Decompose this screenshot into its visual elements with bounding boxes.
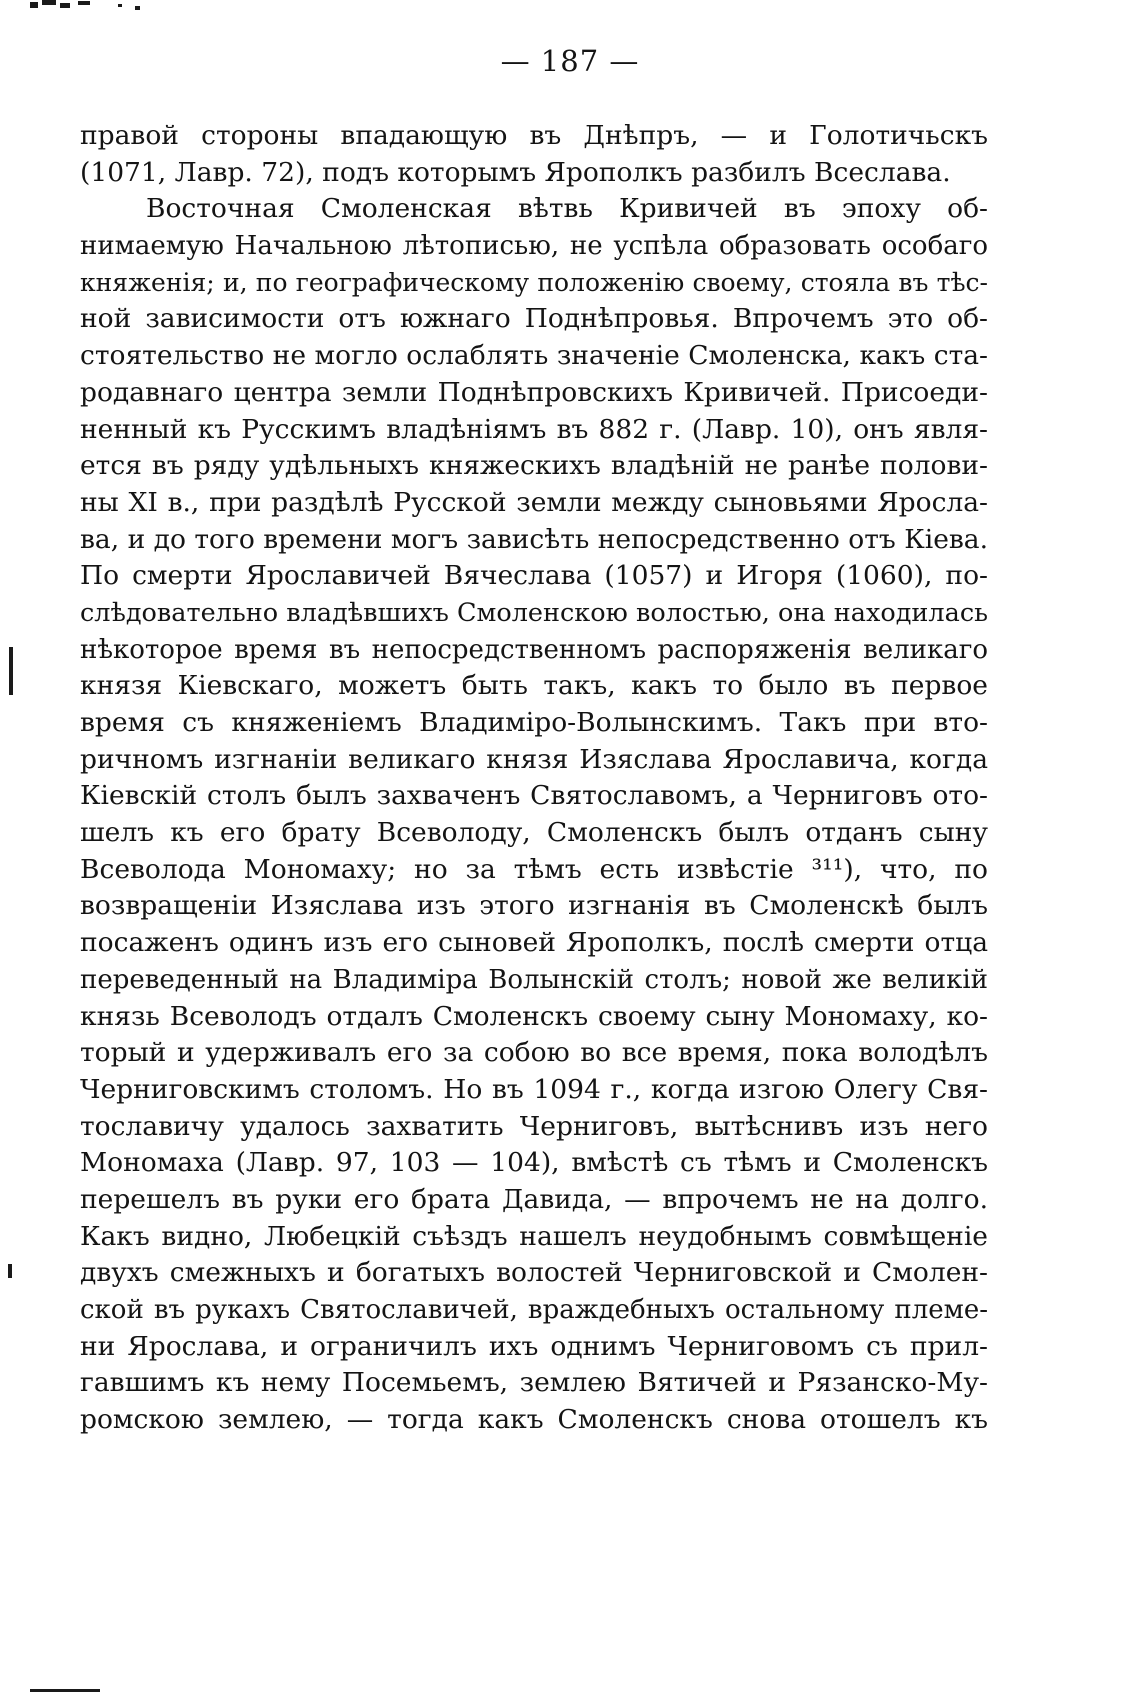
text-line: время съ княженіемъ Владиміро-Волынскимъ. Такъ при вто- — [80, 707, 988, 738]
text-line: ской въ рукахъ Святославичей, враждебныхъ остальному племе- — [80, 1295, 988, 1325]
text-line: гавшимъ къ нему Посемьемъ, землею Вятичей и Рязанско-Му- — [80, 1367, 988, 1399]
scan-artifact-top — [0, 0, 175, 16]
text-line: стоятельство не могло ослаблять значеніе Смоленска, какъ ста- — [80, 340, 988, 372]
text-line: тославичу удалось захватить Черниговъ, вытѣснивъ изъ него — [80, 1110, 988, 1142]
text-line: По смерти Ярославичей Вячеслава (1057) и Игоря (1060), по- — [80, 560, 988, 592]
text-line: ни Ярослава, и ограничилъ ихъ однимъ Черниговомъ съ прил- — [80, 1330, 988, 1362]
text-line: перешелъ въ руки его брата Давида, — впрочемъ не на долго. — [80, 1183, 988, 1215]
margin-mark-left-upper — [9, 647, 13, 695]
text-line: посаженъ одинъ изъ его сыновей Ярополкъ, послѣ смерти отца — [80, 927, 988, 959]
page-text — [80, 118, 988, 1439]
page-number: — 187 — — [500, 44, 640, 78]
text-line: ны XI в., при раздѣлѣ Русской земли между сыновьями Яросла- — [80, 486, 988, 518]
text-line: ется въ ряду удѣльныхъ княжескихъ владѣній не ранѣе полови- — [80, 450, 988, 482]
text-line: ва, и до того времени могъ зависѣть непосредственно отъ Кіева. — [80, 523, 989, 555]
text-line: Всеволода Мономаху; но за тѣмъ есть извѣстіе ³¹¹), что, по — [80, 853, 988, 885]
text-line: ненный къ Русскимъ владѣніямъ въ 882 г. (Лавр. 10), онъ явля- — [80, 413, 988, 445]
text-line: нимаемую Начальною лѣтописью, не успѣла образовать особаго — [80, 231, 988, 262]
text-line: родавнаго центра земли Поднѣпровскихъ Кривичей. Присоеди- — [80, 376, 988, 408]
text-line: возвращеніи Изяслава изъ этого изгнанія въ Смоленскѣ былъ — [80, 890, 988, 922]
scan-artifact-bottom — [0, 1683, 110, 1695]
text-line: двухъ смежныхъ и богатыхъ волостей Черниговской и Смолен- — [80, 1257, 988, 1289]
text-line: (1071, Лавр. 72), подъ которымъ Ярополкъ разбилъ Всеслава. — [80, 156, 951, 188]
text-line: Мономаха (Лавр. 97, 103 — 104), вмѣстѣ съ тѣмъ и Смоленскъ — [80, 1147, 988, 1179]
text-line: ричномъ изгнаніи великаго князя Изяслава Ярославича, когда — [80, 743, 988, 775]
text-line: правой стороны впадающую въ Днѣпръ, — и Голотичьскъ — [80, 120, 988, 151]
paragraph-start-line: Восточная Смоленская вѣтвь Кривичей въ эпоху об- — [146, 193, 988, 225]
text-line: княженія; и, по географическому положенію своему, стояла въ тѣс- — [80, 267, 988, 297]
text-line: слѣдовательно владѣвшихъ Смоленскою волостью, она находилась — [80, 597, 988, 628]
margin-mark-left-lower — [8, 1264, 12, 1278]
text-line: Черниговскимъ столомъ. Но въ 1094 г., когда изгою Олегу Свя- — [80, 1073, 988, 1105]
text-line: торый и удерживалъ его за собою во все время, пока володѣлъ — [80, 1037, 988, 1069]
text-line: ромскою землею, — тогда какъ Смоленскъ снова отошелъ къ — [80, 1404, 988, 1436]
text-line: нѣкоторое время въ непосредственномъ распоряженія великаго — [80, 634, 988, 665]
text-line: Какъ видно, Любецкій съѣздъ нашелъ неудобнымъ совмѣщеніе — [80, 1220, 988, 1252]
text-line: ной зависимости отъ южнаго Поднѣпровья. Впрочемъ это об- — [80, 303, 988, 335]
text-line: князь Всеволодъ отдалъ Смоленскъ своему сыну Мономаху, ко- — [80, 1000, 988, 1032]
text-line: Кіевскій столъ былъ захваченъ Святославомъ, а Черниговъ ото- — [80, 780, 988, 812]
text-line: шелъ къ его брату Всеволоду, Смоленскъ былъ отданъ сыну — [80, 817, 988, 849]
text-line: переведенный на Владиміра Волынскій столъ; новой же великій — [80, 964, 988, 995]
text-line: князя Кіевскаго, можетъ быть такъ, какъ то было въ первое — [80, 670, 988, 702]
